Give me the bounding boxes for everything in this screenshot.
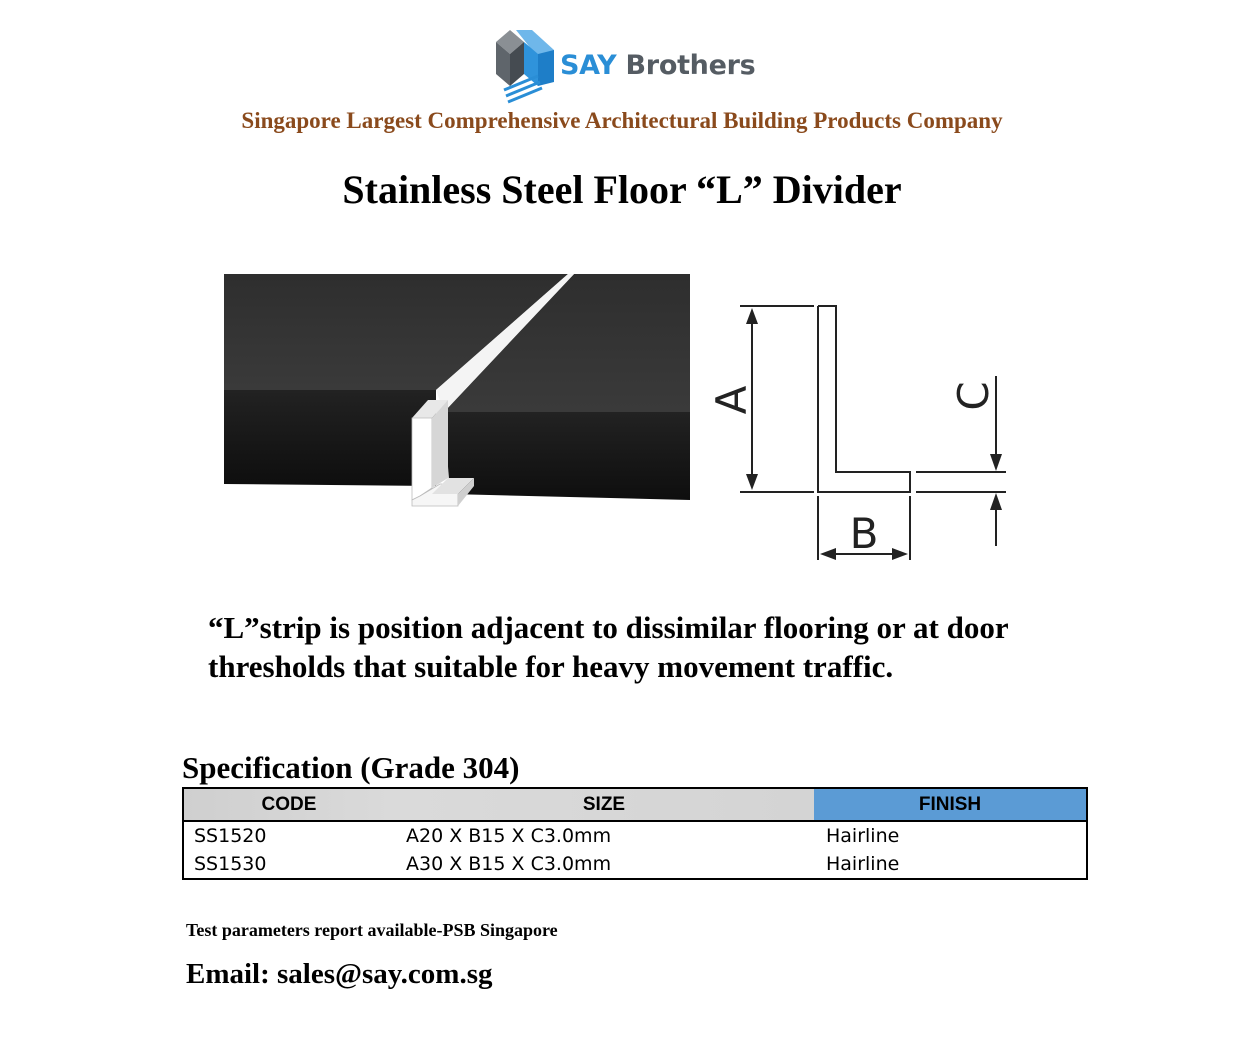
- dimension-label-b: B: [849, 509, 879, 558]
- test-report-note: Test parameters report available-PSB Singapore: [186, 920, 558, 940]
- dimension-label-a: A: [707, 385, 756, 415]
- table-header-row: [184, 789, 1086, 822]
- header-code: CODE: [184, 789, 394, 820]
- company-logo: [494, 28, 754, 108]
- specification-table: [182, 787, 1088, 880]
- cell-finish: Hairline: [826, 825, 900, 847]
- header-size: SIZE: [394, 789, 814, 820]
- company-tagline: Singapore Largest Comprehensive Architectural Building Products Company: [241, 108, 1003, 133]
- specification-title: Specification (Grade 304): [182, 750, 520, 785]
- product-installed-illustration: [222, 272, 692, 512]
- page-title: Stainless Steel Floor “L” Divider: [342, 167, 902, 212]
- product-description: “L”strip is position adjacent to dissimilar flooring or at door thresholds that suitable for heavy movement traffic.: [208, 610, 1009, 684]
- contact-email[interactable]: Email: sales@say.com.sg: [186, 958, 493, 990]
- cell-finish: Hairline: [826, 853, 900, 875]
- cell-code: SS1520: [194, 825, 267, 847]
- logo-cube-icon: [494, 28, 558, 106]
- logo-wordmark: [560, 50, 755, 81]
- cell-size: A30 X B15 X C3.0mm: [406, 853, 612, 875]
- dimension-label-c: C: [949, 381, 998, 411]
- dimension-drawing: [700, 296, 1020, 568]
- logo-text-say: SAY: [560, 50, 617, 81]
- header-finish: FINISH: [814, 789, 1086, 820]
- cell-code: SS1530: [194, 853, 267, 875]
- table-row: [184, 822, 1086, 850]
- table-row: [184, 850, 1086, 878]
- cell-size: A20 X B15 X C3.0mm: [406, 825, 612, 847]
- logo-text-brothers: Brothers: [625, 50, 756, 81]
